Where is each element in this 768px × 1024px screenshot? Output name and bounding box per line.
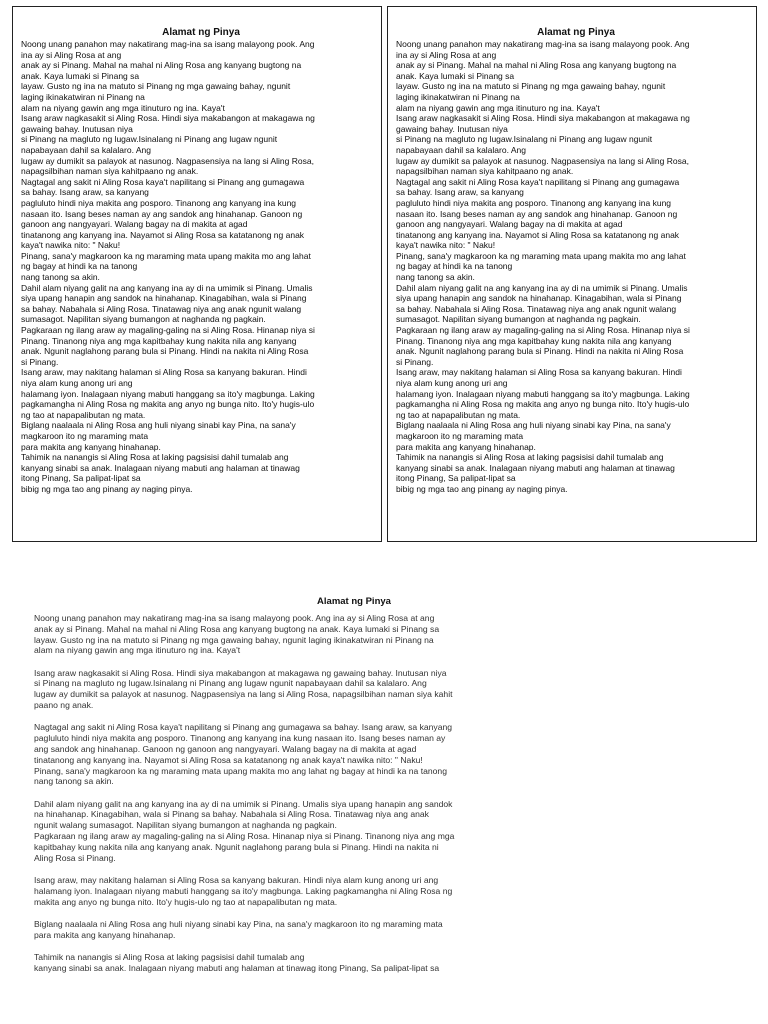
text-line: Noong unang panahon may nakatirang mag-ina sa isang malayong pook. Ang: [396, 39, 690, 49]
text-line: alam na niyang gawin ang mga itinuturo ng ina. Kaya't: [396, 102, 600, 113]
text-line: kanyang sinabi sa anak. Inalagaan niyang mabuti ang halaman at tinawag: [21, 462, 300, 473]
text-line: sumasagot. Napilitan siyang bumangon at naghanda ng pagkain.: [21, 314, 266, 325]
text-line: tinatanong ang kanyang ina. Nayamot si Aling Rosa sa katatanong ng anak kaya't nawika nito: " Naku!: [34, 754, 423, 765]
text-line: kapitbahay kung nakita nila ang kanyang anak. Ngunit naglahong parang bula si Pinang. Hindi na nakita ni: [34, 841, 439, 852]
text-line: itong Pinang, Sa palipat-lipat sa: [396, 473, 516, 484]
text-line: kaya't nawika nito: " Naku!: [21, 240, 121, 251]
text-line: anak ay si Pinang. Mahal na mahal ni Aling Rosa ang kanyang bugtong na anak. Kaya lumaki si Pinang sa: [34, 623, 440, 634]
text-line: sa bahay. Nabahala si Aling Rosa. Tinatawag niya ang anak ngunit walang: [396, 303, 677, 314]
text-line: niya alam kung anong uri ang: [396, 378, 508, 388]
text-line: nang tanong sa akin.: [396, 272, 475, 283]
text-line: Dahil alam niyang galit na ang kanyang ina ay di na umimik si Pinang. Umalis: [396, 282, 688, 293]
text-line: Isang araw nagkasakit si Aling Rosa. Hindi siya makabangon at makagawa ng gawaing bahay. Inutusan niya: [34, 667, 447, 678]
text-line: ina ay si Aling Rosa at ang: [21, 49, 122, 60]
text-line: sumasagot. Napilitan siyang bumangon at naghanda ng pagkain.: [396, 314, 641, 325]
text-line: tinatanong ang kanyang ina. Nayamot si Aling Rosa sa katatanong ng anak: [21, 229, 305, 240]
text-line: niya alam kung anong uri ang: [21, 378, 133, 388]
paragraph: [34, 613, 554, 656]
text-line: halamang iyon. Inalagaan niyang mabuti hanggang sa ito'y magbunga. Laking pagkamangha ni Aling Rosa ng: [34, 885, 453, 896]
text-line: nasaan ito. Isang beses naman ay ang sandok ang hinahanap. Ganoon ng: [396, 208, 678, 219]
text-line: ng bagay at hindi ka na tanong: [396, 261, 513, 272]
text-line: tinatanong ang kanyang ina. Nayamot si Aling Rosa sa katatanong ng anak: [396, 229, 680, 240]
text-line: ng tao at napapalibutan ng mata.: [21, 409, 146, 420]
text-line: anak ay si Pinang. Mahal na mahal ni Aling Rosa ang kanyang bugtong na: [396, 60, 677, 71]
text-line: halamang iyon. Inalagaan niyang mabuti hanggang sa ito'y magbunga. Laking: [396, 388, 690, 399]
text-line: ganoon ang nangyayari. Walang bagay na di makita at agad: [396, 219, 623, 230]
text-line: kanyang sinabi sa anak. Inalagaan niyang mabuti ang halaman at tinawag itong Pinang, Sa palipat-lipat sa: [34, 962, 440, 973]
text-line: Dahil alam niyang galit na ang kanyang ina ay di na umimik si Pinang. Umalis: [21, 282, 313, 293]
text-line: Pinang, sana'y magkaroon ka ng maraming mata upang makita mo ang lahat ng bagay at hindi ka na tanong: [34, 765, 447, 776]
text-line: ang sandok ang hinahanap. Ganoon ng ganoon ang nangyayari. Walang bagay na di makita at agad: [34, 743, 417, 754]
text-line: bibig ng mga tao ang pinang ay naging pinya.: [21, 483, 193, 494]
text-line: para makita ang kanyang hinahanap.: [396, 441, 536, 452]
text-line: Noong unang panahon may nakatirang mag-ina sa isang malayong pook. Ang: [21, 39, 315, 49]
text-line: si Pinang.: [21, 356, 59, 367]
text-line: pagluluto hindi niya makita ang posporo. Tinanong ang kanyang ina kung nasaan ito. Isang beses naman ay: [34, 733, 446, 744]
text-line: si Pinang na magluto ng lugaw.Isinalang ni Pinang ang lugaw ngunit napabayaan dahil sa kalalaro. Ang: [34, 678, 427, 689]
text-line: siya upang hanapin ang sandok na hinahanap. Kinagabihan, wala si Pinang: [396, 293, 682, 304]
text-line: anak. Ngunit naglahong parang bula si Pinang. Hindi na nakita ni Aling Rosa: [21, 346, 309, 357]
text-line: Nagtagal ang sakit ni Aling Rosa kaya't napilitang si Pinang ang gumagawa: [21, 176, 305, 187]
text-line: makita ang anyo ng bunga nito. Ito'y hugis-ulo ng tao at napapalibutan ng mata.: [34, 896, 338, 907]
text-line: ganoon ang nangyayari. Walang bagay na di makita at agad: [21, 219, 248, 230]
text-line: na hinahanap. Kinagabihan, wala si Pinang sa bahay. Nabahala si Aling Rosa. Tinatawag niya ang anak: [34, 809, 429, 820]
text-line: alam na niyang gawin ang mga itinuturo ng ina. Kaya't: [21, 102, 225, 113]
text-line: nang tanong sa akin.: [21, 272, 100, 283]
text-line: Pinang, sana'y magkaroon ka ng maraming mata upang makita mo ang lahat: [396, 250, 686, 261]
text-line: Isang araw nagkasakit si Aling Rosa. Hindi siya makabangon at makagawa ng: [21, 113, 315, 124]
text-line: Biglang naalaala ni Aling Rosa ang huli niyang sinabi kay Pina, na sana'y: [396, 420, 671, 431]
text-line: Nagtagal ang sakit ni Aling Rosa kaya't napilitang si Pinang ang gumagawa: [396, 176, 680, 187]
text-line: Pagkaraan ng ilang araw ay magaling-galing na si Aling Rosa. Hinanap niya si: [21, 325, 315, 336]
text-line: pagkamangha ni Aling Rosa ng makita ang anyo ng bunga nito. Ito'y hugis-ulo: [21, 399, 315, 410]
text-line: para makita ang kanyang hinahanap.: [34, 929, 176, 940]
text-line: pagluluto hindi niya makita ang posporo. Tinanong ang kanyang ina kung: [396, 197, 672, 208]
text-line: itong Pinang, Sa palipat-lipat sa: [21, 473, 141, 484]
left-page-title: Alamat ng Pinya: [162, 27, 240, 38]
text-line: anak ay si Pinang. Mahal na mahal ni Aling Rosa ang kanyang bugtong na: [21, 60, 302, 71]
text-line: nasaan ito. Isang beses naman ay ang sandok ang hinahanap. Ganoon ng: [21, 208, 303, 219]
text-line: alam na niyang gawin ang mga itinuturo ng ina. Kaya't: [34, 645, 241, 656]
text-line: Dahil alam niyang galit na ang kanyang ina ay di na umimik si Pinang. Umalis siya upang hanapin ang sandok: [34, 798, 453, 809]
text-line: Aling Rosa si Pinang.: [34, 852, 116, 863]
left-page-body: [13, 39, 381, 495]
text-line: kaya't nawika nito: " Naku!: [396, 240, 496, 251]
right-page-panel: [387, 6, 757, 542]
text-line: napabayaan dahil sa kalalaro. Ang: [396, 144, 526, 155]
text-line: si Pinang na magluto ng lugaw.Isinalang ni Pinang ang lugaw ngunit: [396, 134, 653, 145]
paragraph: [34, 952, 554, 974]
text-line: Pinang. Tinanong niya ang mga kapitbahay kung nakita nila ang kanyang: [21, 335, 297, 346]
text-line: layaw. Gusto ng ina na matuto si Pinang ng mga gawaing bahay, ngunit laging ikinakatwiran ni Pinang na: [34, 634, 434, 645]
text-line: si Pinang na magluto ng lugaw.Isinalang ni Pinang ang lugaw ngunit: [21, 134, 278, 145]
text-line: Tahimik na nanangis si Aling Rosa at laking pagsisisi dahil tumalab ang: [34, 951, 305, 962]
text-line: lugaw ay dumikit sa palayok at nasunog. Nagpasensiya na lang si Aling Rosa,: [396, 155, 689, 166]
text-line: kanyang sinabi sa anak. Inalagaan niyang mabuti ang halaman at tinawag: [396, 462, 675, 473]
text-line: Pinang, sana'y magkaroon ka ng maraming mata upang makita mo ang lahat: [21, 250, 311, 261]
text-line: Tahimik na nanangis si Aling Rosa at laking pagsisisi dahil tumalab ang: [396, 452, 664, 463]
text-line: Isang araw, may nakitang halaman si Aling Rosa sa kanyang bakuran. Hindi niya alam kung anong uri ang: [34, 874, 439, 885]
text-line: ngunit walang sumasagot. Napilitan siyang bumangon at naghanda ng pagkain.: [34, 820, 337, 831]
text-line: ina ay si Aling Rosa at ang: [396, 49, 497, 60]
text-line: Isang araw nagkasakit si Aling Rosa. Hindi siya makabangon at makagawa ng: [396, 113, 690, 124]
text-line: Tahimik na nanangis si Aling Rosa at laking pagsisisi dahil tumalab ang: [21, 452, 289, 463]
text-line: nang tanong sa akin.: [34, 776, 114, 787]
text-line: si Pinang.: [396, 356, 434, 367]
text-line: Isang araw, may nakitang halaman si Aling Rosa sa kanyang bakuran. Hindi: [21, 367, 307, 378]
paragraph: [34, 722, 554, 787]
text-line: Noong unang panahon may nakatirang mag-ina sa isang malayong pook. Ang ina ay si Aling Rosa at ang: [34, 613, 435, 623]
text-line: ng tao at napapalibutan ng mata.: [396, 409, 521, 420]
text-line: lugaw ay dumikit sa palayok at nasunog. Nagpasensiya na lang si Aling Rosa, napagsilbihan naman siya kahit: [34, 689, 453, 700]
text-line: gawaing bahay. Inutusan niya: [396, 123, 508, 134]
text-line: anak. Kaya lumaki si Pinang sa: [396, 70, 515, 81]
text-line: Biglang naalaala ni Aling Rosa ang huli niyang sinabi kay Pina, na sana'y: [21, 420, 296, 431]
text-line: laging ikinakatwiran ni Pinang na: [396, 91, 520, 102]
text-line: Pagkaraan ng ilang araw ay magaling-galing na si Aling Rosa. Hinanap niya si Pinang. Tinanong niya ang mga: [34, 831, 455, 842]
text-line: halamang iyon. Inalagaan niyang mabuti hanggang sa ito'y magbunga. Laking: [21, 388, 315, 399]
bottom-document-section: [34, 596, 554, 985]
text-line: pagkamangha ni Aling Rosa ng makita ang anyo ng bunga nito. Ito'y hugis-ulo: [396, 399, 690, 410]
bottom-document-body: [34, 613, 554, 974]
paragraph: [34, 668, 554, 711]
text-line: sa bahay. Isang araw, sa kanyang: [396, 187, 524, 198]
paragraph: [34, 799, 554, 864]
text-line: siya upang hanapin ang sandok na hinahanap. Kinagabihan, wala si Pinang: [21, 293, 307, 304]
bottom-document-title: Alamat ng Pinya: [317, 596, 391, 607]
text-line: napabayaan dahil sa kalalaro. Ang: [21, 144, 151, 155]
text-line: sa bahay. Isang araw, sa kanyang: [21, 187, 149, 198]
text-line: bibig ng mga tao ang pinang ay naging pinya.: [396, 483, 568, 494]
text-line: napagsilbihan naman siya kahitpaano ng anak.: [21, 166, 199, 177]
text-line: Pagkaraan ng ilang araw ay magaling-galing na si Aling Rosa. Hinanap niya si: [396, 325, 690, 336]
text-line: layaw. Gusto ng ina na matuto si Pinang ng mga gawaing bahay, ngunit: [396, 81, 666, 92]
text-line: laging ikinakatwiran ni Pinang na: [21, 91, 145, 102]
text-line: pagluluto hindi niya makita ang posporo. Tinanong ang kanyang ina kung: [21, 197, 297, 208]
text-line: ng bagay at hindi ka na tanong: [21, 261, 138, 272]
right-page-body: [388, 39, 756, 495]
paragraph: [34, 919, 554, 941]
text-line: paano ng anak.: [34, 700, 94, 711]
text-line: Isang araw, may nakitang halaman si Aling Rosa sa kanyang bakuran. Hindi: [396, 367, 682, 378]
text-line: napagsilbihan naman siya kahitpaano ng anak.: [396, 166, 574, 177]
paragraph: [34, 875, 554, 907]
right-page-title: Alamat ng Pinya: [537, 27, 615, 38]
left-page-panel: [12, 6, 382, 542]
text-line: lugaw ay dumikit sa palayok at nasunog. Nagpasensiya na lang si Aling Rosa,: [21, 155, 314, 166]
text-line: anak. Ngunit naglahong parang bula si Pinang. Hindi na nakita ni Aling Rosa: [396, 346, 684, 357]
text-line: sa bahay. Nabahala si Aling Rosa. Tinatawag niya ang anak ngunit walang: [21, 303, 302, 314]
text-line: Biglang naalaala ni Aling Rosa ang huli niyang sinabi kay Pina, na sana'y magkaroon ito ng maraming mata: [34, 918, 443, 929]
text-line: anak. Kaya lumaki si Pinang sa: [21, 70, 140, 81]
text-line: Nagtagal ang sakit ni Aling Rosa kaya't napilitang si Pinang ang gumagawa sa bahay. Isang araw, sa kanyang: [34, 722, 453, 733]
text-line: gawaing bahay. Inutusan niya: [21, 123, 133, 134]
text-line: layaw. Gusto ng ina na matuto si Pinang ng mga gawaing bahay, ngunit: [21, 81, 291, 92]
text-line: para makita ang kanyang hinahanap.: [21, 441, 161, 452]
text-line: Pinang. Tinanong niya ang mga kapitbahay kung nakita nila ang kanyang: [396, 335, 672, 346]
text-line: magkaroon ito ng maraming mata: [396, 430, 524, 441]
text-line: magkaroon ito ng maraming mata: [21, 430, 149, 441]
